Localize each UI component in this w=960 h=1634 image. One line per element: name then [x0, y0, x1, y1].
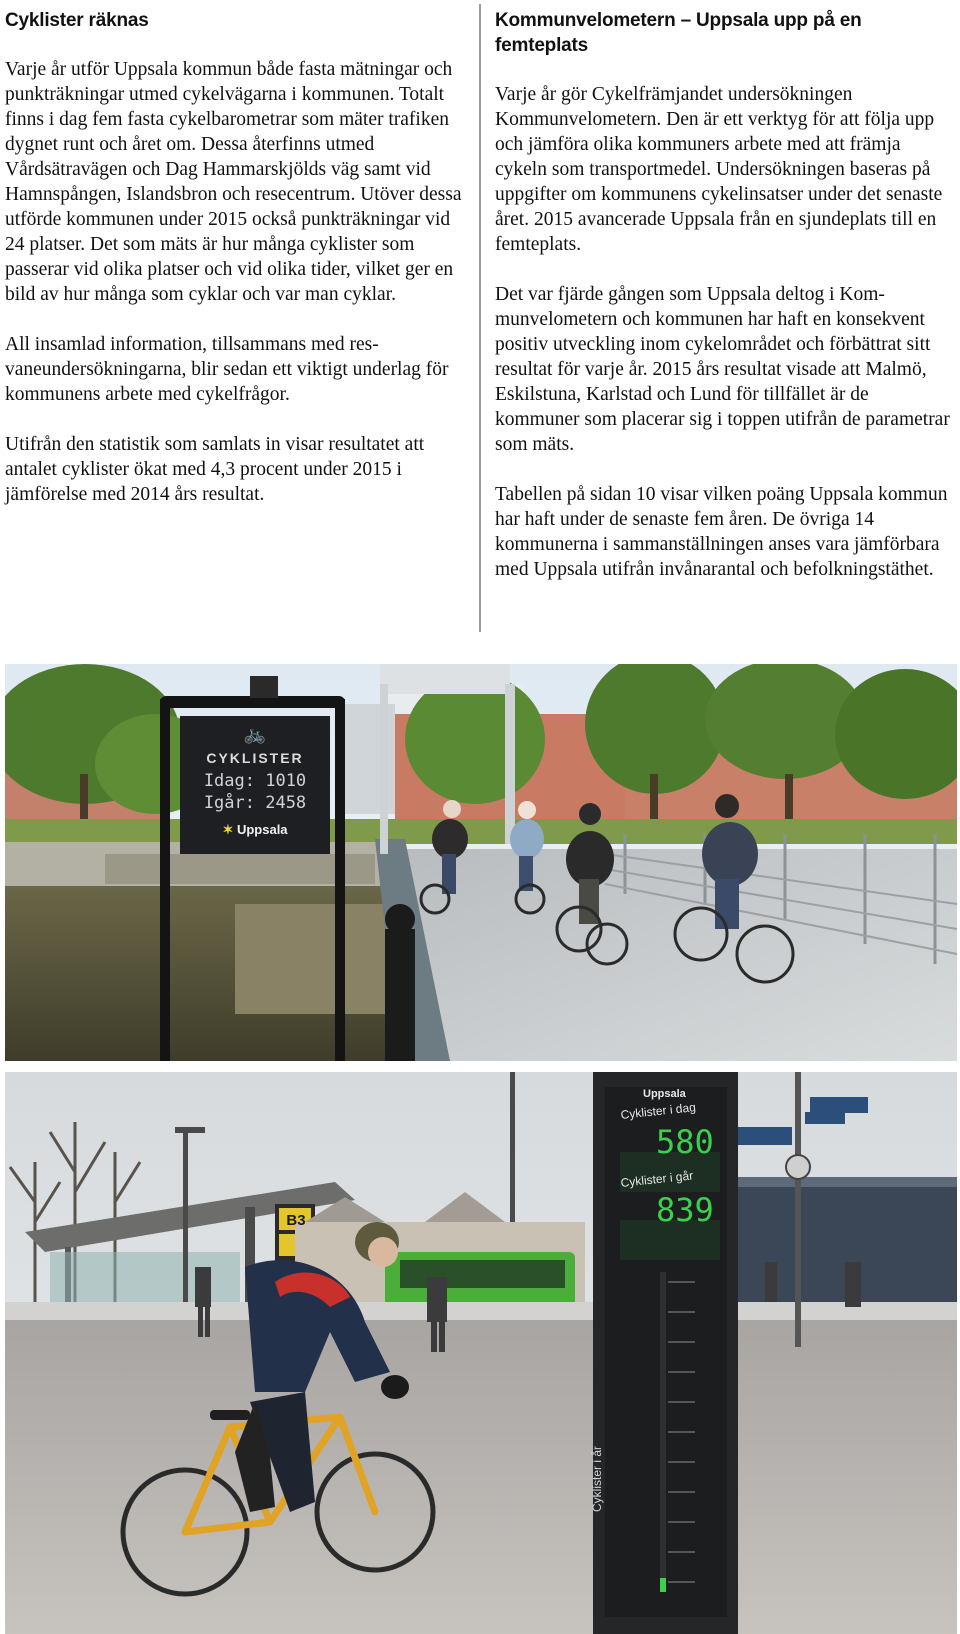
pillar-counter	[590, 1072, 738, 1634]
sign-brand-text: Uppsala	[236, 822, 288, 837]
counter-sign	[180, 716, 330, 854]
right-paragraph-2: Det var fjärde gången som Uppsala deltog i Kommunvelometern och kommunen har haft en konsekvent positiv utveckling inom cykelområdet och förbättrat sitt resultat för varje år. 2015 års resultat visade att Malmö, Eskilstuna, Karlstad och Lund för tillfället är de kommuner som placerar sig i toppen utifrån de parametrar som mäts.	[495, 284, 950, 455]
right-paragraph-3: Tabellen på sidan 10 visar vilken poäng Uppsala kommun har haft under de senaste fem åren. De övriga 14 kommunerna i sammanställningen anses vara jämförbara med Uppsala utifrån invånarantal och befolkningstäthet.	[495, 484, 948, 580]
bicycle-icon: 🚲	[243, 724, 267, 745]
right-heading: Kommunvelometern – Uppsala upp på en femteplats	[495, 10, 862, 56]
right-paragraph-1: Varje år gör Cykelfrämjandet undersökningen Kommunvelometern. Den är ett verktyg för att följa upp och jämföra olika kommuners arbete med att främja cykeln som transportmedel. Undersökningen baseras på uppgifter om kommunens cykelinsatser under det senaste året. 2015 avancerade Uppsala från en sjundeplats till en femteplats.	[495, 84, 943, 255]
right-column	[495, 8, 957, 607]
sign-count-yesterday: Igår: 2458	[203, 793, 307, 813]
left-paragraph-1: Varje år utför Uppsala kommun både fasta mätningar och punkträkningar utmed cykelvägarna i kommunen. Totalt finns i dag fem fasta cykelbarometrar som mäter trafiken dygnet runt och året om. Dessa återfinns utmed Vårdsätravägen och Dag Hammarskjölds väg samt vid Hamnspången, Islandsbron och resecentrum. Utöver dessa utförde kommunen under 2015 också punkträkningar vid 24 platser. Det som mäts är hur många cyklister som passerar vid olika platser och vid olika tider, vilket ger en bild av hur många som cyklar och var man cyklar.	[5, 59, 462, 305]
counter-label-year: Cyklister i år	[590, 1445, 604, 1512]
column-divider	[479, 4, 481, 632]
left-paragraph-3: Utifrån den statistik som samlats in visar resultatet att antalet cyklister ökat med 4,3 procent under 2015 i jämförelse med 2014 års resultat.	[5, 434, 425, 505]
left-column	[5, 8, 465, 532]
photo-winter-cyclist	[5, 1072, 957, 1634]
sign-brand-logo-icon: ✶	[222, 822, 234, 837]
counter-value-today: 580	[656, 1123, 714, 1161]
sign-count-today: Idag: 1010	[203, 771, 307, 791]
counter-label-today: Cyklister i dag	[620, 1100, 697, 1122]
sign-brand	[180, 822, 330, 838]
left-heading: Cyklister räknas	[5, 10, 149, 31]
left-paragraph-2: All insamlad information, tillsammans med resvaneundersökningarna, blir sedan ett viktigt underlag för kommunens arbete med cykelfrågor.	[5, 334, 449, 405]
sign-title: CYKLISTER	[206, 750, 304, 766]
counter-value-yesterday: 839	[656, 1191, 714, 1229]
counter-brand: Uppsala	[643, 1088, 686, 1100]
photo-bridge-cyclists	[5, 664, 957, 1061]
counter-label-yesterday: Cyklister i går	[620, 1168, 694, 1190]
bus-stop-sign: B3	[286, 1212, 306, 1229]
